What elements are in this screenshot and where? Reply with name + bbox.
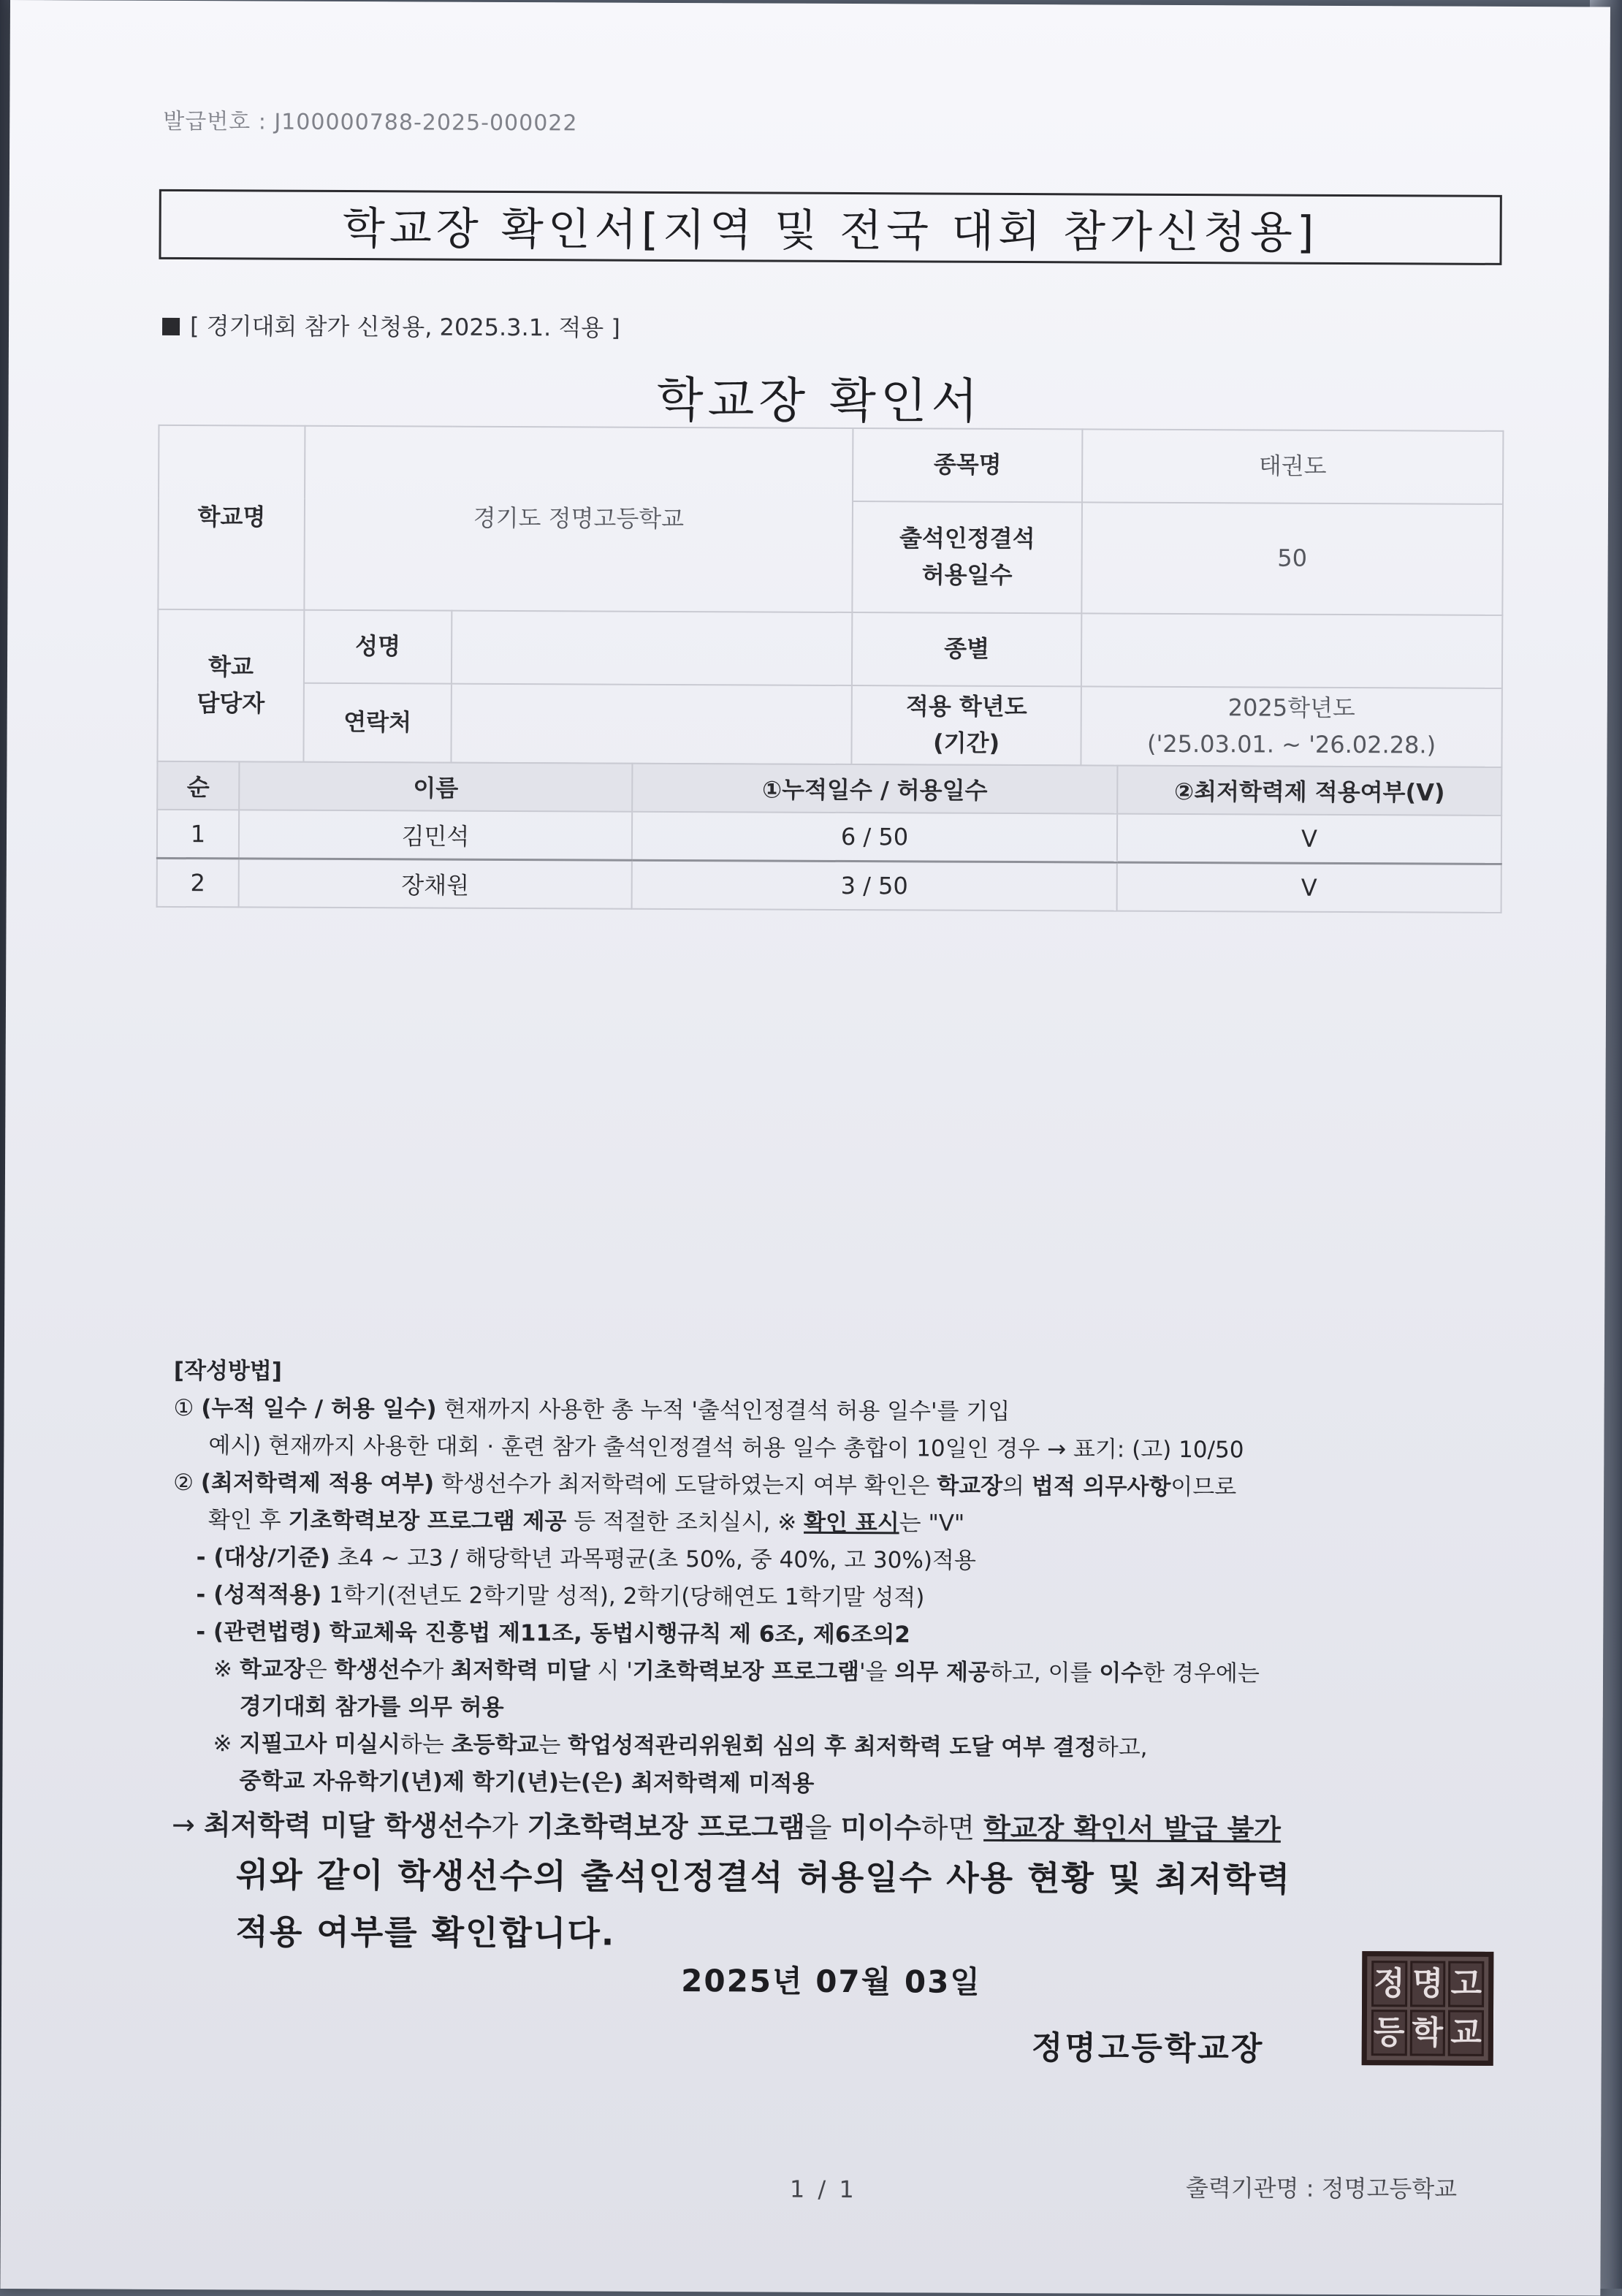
roster-name: 장채원: [239, 859, 632, 909]
reference-mark-icon: ※: [213, 1730, 232, 1757]
guide-item-2-emph: 기초학력보장 프로그램 제공: [288, 1507, 567, 1535]
guide-note-2-line2: [172, 1763, 1509, 1806]
issue-number: 발급번호 : J100000788-2025-000022: [163, 108, 578, 137]
confirmation-line-2: 적용 여부를 확인합니다.: [235, 1912, 616, 1953]
guide-item-2-text: 확인 후: [207, 1507, 281, 1534]
guide-note-emph: 학업성적관리위원회 심의 후 최저학력 도달 여부 결정: [568, 1732, 1097, 1761]
guide-sub-law: [172, 1613, 1509, 1657]
official-seal-icon: [1362, 1951, 1494, 2066]
sport-label: 종목명: [853, 428, 1082, 502]
guide-warning-emph: 미이수: [840, 1811, 921, 1844]
guide-sub-grades: [172, 1576, 1509, 1619]
seal-char: 명: [1410, 1961, 1446, 2007]
guide-note-text: 한 경우에는: [1143, 1660, 1260, 1687]
school-year-value: [1081, 686, 1501, 767]
guide-sub-title: - (성적적용): [196, 1581, 322, 1608]
roster-days: 6 / 50: [632, 812, 1117, 862]
roster-no: 2: [157, 858, 239, 907]
school-year-value-line2: ('25.03.01. ~ '26.02.28.): [1146, 729, 1436, 759]
application-note-text: [ 경기대회 참가 신청용, 2025.3.1. 적용 ]: [189, 312, 621, 342]
guide-sub-target: [173, 1539, 1510, 1582]
school-manager-label: [157, 609, 304, 762]
guide-note-emph: 이수: [1099, 1660, 1143, 1687]
school-year-label-line1: 적용 학년도: [905, 692, 1027, 721]
roster-header-days: ①누적일수 / 허용일수: [632, 764, 1117, 814]
school-name-label: 학교명: [158, 425, 305, 610]
square-bullet-icon: [162, 318, 180, 335]
seal-char: 학: [1409, 2010, 1445, 2056]
guide-item-2-text: 의: [1002, 1472, 1025, 1500]
guide-sub-text: 1학기(전년도 2학기말 성적), 2학기(당해연도 1학기말 성적): [329, 1581, 925, 1611]
allowed-days-label-line2: 허용일수: [921, 560, 1013, 589]
school-year-value-line1: 2025학년도: [1227, 693, 1355, 723]
guide-item-2-line2: [173, 1502, 1510, 1545]
roster-days: 3 / 50: [632, 860, 1117, 911]
roster-header-no: 순: [157, 761, 239, 810]
guide-item-2-text: 학생선수가 최저학력에 도달하였는지 여부 확인은: [441, 1470, 930, 1499]
school-year-label-line2: (기간): [932, 729, 1000, 757]
guide-item-1-text: 현재까지 사용한 총 누적 '출석인정결석 허용 일수'를 기입: [443, 1396, 1010, 1425]
guide-note-text: 하고,: [1096, 1734, 1148, 1761]
guide-note-text: 은: [305, 1656, 327, 1683]
guide-note-emph: 경기대회 참가를 의무 허용: [239, 1693, 504, 1721]
guide-item-2-text: 등 적절한 조치실시, ※: [574, 1508, 797, 1536]
guide-note-text: 가: [422, 1657, 444, 1684]
issue-date: 2025년 07월 03일: [681, 1963, 982, 2000]
guide-note-emph: 초등학교: [451, 1731, 539, 1759]
guide-note-emph: 학교장: [239, 1656, 305, 1683]
circled-number-1: ①: [173, 1394, 194, 1422]
guide-warning-emph: 최저학력 미달 학생선수: [203, 1809, 492, 1842]
guide-note-emph: 의무 제공: [894, 1659, 991, 1686]
guide-item-2-title: (최저학력제 적용 여부): [200, 1470, 435, 1497]
seal-char: 등: [1371, 2010, 1407, 2056]
roster-header-check: ②최저학력제 적용여부(V): [1117, 766, 1501, 816]
guide-note-emph: 중학교 자유학기(년)제 학기(년)는(은) 최저학력제 미적용: [239, 1768, 815, 1797]
event-label: 종별: [852, 612, 1081, 686]
principal-signature: 정명고등학교장: [1031, 2029, 1265, 2068]
allowed-days-label: [852, 501, 1082, 613]
seal-char: 교: [1448, 2010, 1484, 2056]
confirmation-statement: [235, 1846, 1291, 1964]
roster-name: 김민석: [239, 810, 632, 860]
manager-name-value: [452, 611, 852, 685]
guide-sub-text: 초4 ~ 고3 / 해당학년 과목평균(초 50%, 중 40%, 고 30%)적용: [337, 1544, 976, 1574]
guide-note-emph: 학생선수: [334, 1656, 422, 1684]
school-year-label: [851, 685, 1081, 765]
guide-sub-title: - (관련법령) 학교체육 진흥법 제11조, 동법시행규칙 제 6조, 제6조의2: [196, 1619, 910, 1649]
school-info-table: [156, 425, 1504, 768]
guide-warning-text: 하면: [921, 1812, 975, 1844]
guide-item-2-emph: 학교장: [937, 1472, 1003, 1499]
application-note: [162, 308, 620, 343]
circled-number-2: ②: [173, 1469, 194, 1497]
guide-note-emph: 지필고사 미실시: [239, 1730, 400, 1758]
guide-note-1: [172, 1651, 1509, 1694]
roster-check: V: [1117, 814, 1501, 864]
allowed-days-label-line1: 출석인정결석: [899, 524, 1035, 553]
page-number: 1 / 1: [789, 2175, 857, 2204]
guide-note-text: 하는: [400, 1731, 444, 1758]
school-manager-label-line1: 학교: [208, 653, 254, 681]
guide-item-2-emph: 확인 표시: [804, 1509, 899, 1537]
guide-item-2-text: 는 "V": [899, 1510, 965, 1537]
guide-title: [작성방법]: [173, 1357, 283, 1385]
guide-note-text: 시 ': [597, 1657, 633, 1684]
event-value: [1081, 613, 1502, 688]
guide-warning: [172, 1803, 1509, 1852]
guide-warning-text: 을: [804, 1811, 832, 1844]
manager-contact-label: 연락처: [303, 683, 451, 763]
guide-note-text: '을: [858, 1659, 888, 1686]
school-manager-label-line2: 담당자: [197, 689, 265, 718]
guide-sub-title: - (대상/기준): [196, 1544, 330, 1571]
guide-warning-emph: 기초학력보장 프로그램: [527, 1810, 805, 1844]
seal-char: 정: [1371, 1961, 1407, 2007]
arrow-right-icon: →: [172, 1808, 196, 1841]
roster-header-row: [157, 761, 1501, 816]
guide-item-2-emph: 법적 의무사항: [1031, 1473, 1171, 1500]
seal-char: 고: [1448, 1961, 1484, 2007]
table-row: [157, 858, 1501, 913]
guide-item-1-example: 예시) 현재까지 사용한 대회 · 훈련 참가 출석인정결석 허용 일수 총합이 10일인 경우 → 표기: (고) 10/50: [208, 1432, 1244, 1464]
issuing-organization: 출력기관명 : 정명고등학교: [1185, 2174, 1458, 2203]
guide-item-2-text: 이므로: [1170, 1473, 1237, 1501]
guide-note-emph: 최저학력 미달: [451, 1657, 590, 1684]
writing-guide: [172, 1353, 1511, 1852]
manager-name-label: 성명: [304, 610, 452, 684]
guide-note-text: 는: [538, 1732, 561, 1759]
student-roster-table: [156, 761, 1503, 913]
guide-item-1: [173, 1390, 1510, 1433]
guide-warning-text: 가: [491, 1809, 519, 1843]
guide-warning-emph: 학교장 확인서 발급 불가: [983, 1812, 1282, 1846]
guide-note-text: 하고, 이를: [989, 1659, 1092, 1687]
guide-note-1-line2: [172, 1688, 1509, 1731]
reference-mark-icon: ※: [213, 1656, 233, 1683]
document-heading: 학교장 확인서: [656, 371, 983, 430]
confirmation-line-1: 위와 같이 학생선수의 출석인정결석 허용일수 사용 현황 및 최저학력: [235, 1855, 1292, 1899]
roster-no: 1: [157, 810, 239, 859]
guide-item-1-title: (누적 일수 / 허용 일수): [201, 1395, 437, 1423]
guide-note-emph: 기초학력보장 프로그램: [632, 1657, 860, 1686]
sport-value: 태권도: [1082, 429, 1503, 504]
table-row: [157, 810, 1501, 864]
roster-header-name: 이름: [239, 761, 632, 811]
school-name-value: 경기도 정명고등학교: [304, 426, 853, 612]
roster-check: V: [1117, 862, 1501, 913]
allowed-days-value: 50: [1081, 502, 1503, 615]
guide-note-2: [172, 1725, 1509, 1768]
guide-item-2: [173, 1464, 1510, 1508]
manager-contact-value: [451, 684, 851, 764]
form-title: 학교장 확인서[지역 및 전국 대회 참가신청용]: [159, 189, 1501, 265]
